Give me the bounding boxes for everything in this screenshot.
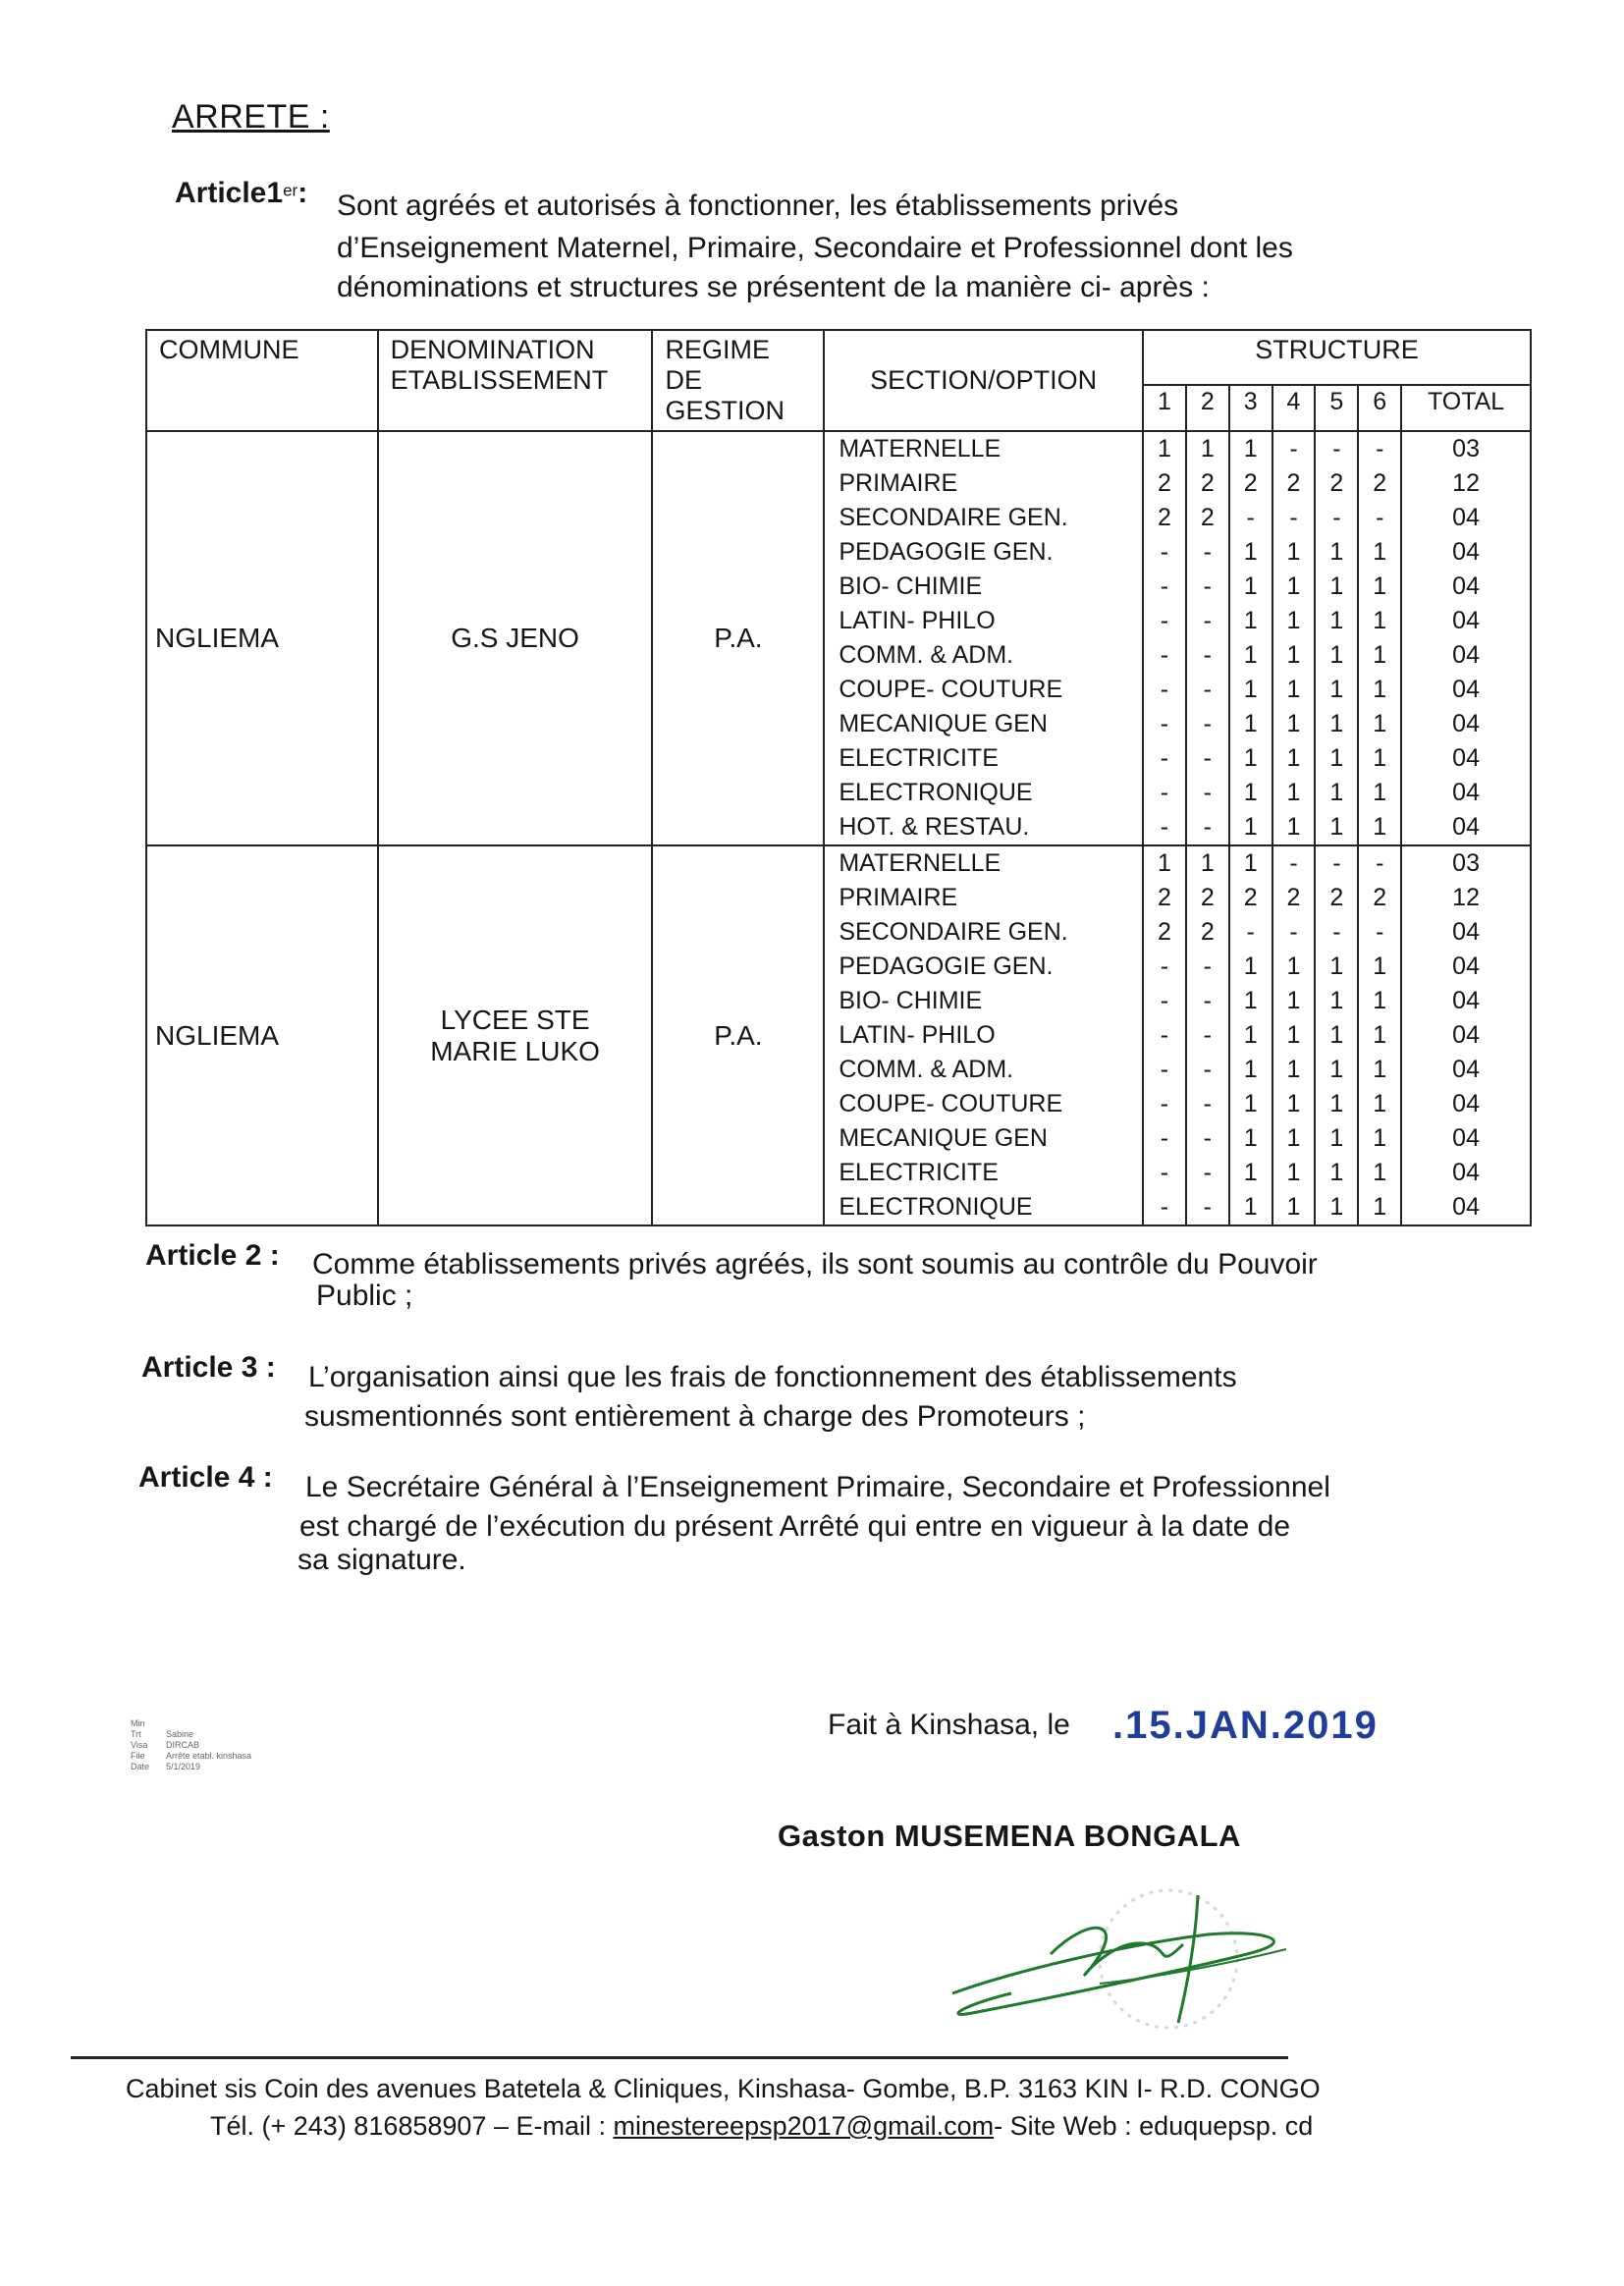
article4-line-1: Le Secrétaire Général à l’Enseignement Primaire, Secondaire et Professionnel: [305, 1471, 1330, 1503]
total-count: 04: [1452, 987, 1480, 1014]
year-count: 1: [1286, 1090, 1301, 1117]
year-count: 2: [1200, 918, 1215, 946]
year-count: 1: [1243, 1056, 1258, 1083]
header-year-3: 3: [1229, 385, 1272, 431]
year-count: 2: [1157, 504, 1171, 531]
total-count: 04: [1452, 1021, 1480, 1049]
section-option: ELECTRICITE: [839, 1159, 999, 1186]
section-option: SECONDAIRE GEN.: [839, 504, 1068, 531]
routing-entry: [131, 1751, 251, 1762]
year-count: 1: [1243, 1193, 1258, 1221]
year-count: 1: [1286, 987, 1301, 1014]
routing-value: Sabine: [166, 1729, 194, 1739]
year-count: -: [1160, 710, 1169, 737]
commune-cell: NGLIEMA: [146, 845, 378, 1225]
section-option: SECONDAIRE GEN.: [839, 918, 1068, 946]
year-count: -: [1203, 1159, 1212, 1186]
section-option: MECANIQUE GEN: [839, 1124, 1048, 1152]
year-count: 2: [1329, 884, 1344, 911]
year-count: 1: [1329, 779, 1344, 806]
section-option: BIO- CHIMIE: [839, 572, 983, 600]
date-stamp: .15.JAN.2019: [1112, 1704, 1379, 1747]
year-count: 1: [1286, 813, 1301, 841]
year-count: -: [1160, 1124, 1169, 1152]
footer-phone: Tél. (+ 243) 816858907 – E-mail :: [210, 2111, 606, 2141]
section-cell: [824, 431, 1143, 845]
year-count: -: [1160, 744, 1169, 772]
year-count: 1: [1243, 435, 1258, 463]
footer-email: minestereepsp2017@gmail.com: [613, 2111, 995, 2141]
year-count: 1: [1286, 1021, 1301, 1049]
year-count: -: [1289, 849, 1298, 877]
etablissement-name-line: G.S JENO: [451, 623, 579, 653]
section-option: PEDAGOGIE GEN.: [839, 538, 1054, 566]
year-count: -: [1203, 676, 1212, 703]
total-count: 04: [1452, 744, 1480, 772]
year-count: -: [1203, 710, 1212, 737]
year-count: 2: [1200, 469, 1215, 497]
section-option: MECANIQUE GEN: [839, 710, 1048, 737]
section-option: ELECTRONIQUE: [839, 779, 1033, 806]
year-count: 1: [1286, 1056, 1301, 1083]
year-count: -: [1160, 1090, 1169, 1117]
total-count: 03: [1452, 849, 1480, 877]
section-option: COUPE- COUTURE: [839, 676, 1063, 703]
year-count: -: [1160, 1159, 1169, 1186]
year-count: 1: [1243, 779, 1258, 806]
header-regime-line1: REGIME DE: [665, 335, 770, 395]
year-count: 1: [1200, 849, 1215, 877]
year-count: 1: [1286, 952, 1301, 980]
year-count: -: [1160, 779, 1169, 806]
total-count: 04: [1452, 538, 1480, 566]
year-count: -: [1332, 849, 1341, 877]
routing-entry: [131, 1740, 251, 1751]
year-count: 1: [1373, 607, 1387, 634]
year-1-cell: [1143, 431, 1186, 845]
year-count: 1: [1329, 952, 1344, 980]
total-count: 04: [1452, 572, 1480, 600]
total-count: 12: [1452, 884, 1480, 911]
year-count: 1: [1286, 641, 1301, 669]
header-year-4: 4: [1272, 385, 1316, 431]
total-count: 04: [1452, 813, 1480, 841]
year-count: 1: [1373, 1159, 1387, 1186]
footer-website: - Site Web : eduquepsp. cd: [994, 2111, 1314, 2141]
signature-icon: [933, 1876, 1316, 2042]
year-count: 2: [1243, 884, 1258, 911]
year-count: 1: [1329, 1090, 1344, 1117]
routing-entry: [131, 1729, 251, 1740]
routing-entry: [131, 1718, 251, 1729]
year-6-cell: [1358, 431, 1401, 845]
table-row: [146, 431, 1531, 845]
year-count: 1: [1243, 952, 1258, 980]
year-count: 1: [1243, 710, 1258, 737]
year-count: 1: [1329, 538, 1344, 566]
year-count: 2: [1157, 884, 1171, 911]
year-count: 1: [1329, 1193, 1344, 1221]
year-count: 1: [1286, 1159, 1301, 1186]
place-date: Fait à Kinshasa, le: [828, 1709, 1070, 1741]
total-cell: [1401, 845, 1531, 1225]
year-count: -: [1203, 987, 1212, 1014]
year-count: -: [1246, 918, 1255, 946]
year-count: -: [1160, 538, 1169, 566]
total-count: 03: [1452, 435, 1480, 463]
year-count: 1: [1286, 710, 1301, 737]
year-count: 1: [1373, 710, 1387, 737]
year-6-cell: [1358, 845, 1401, 1225]
year-count: -: [1289, 504, 1298, 531]
year-2-cell: [1186, 431, 1229, 845]
year-count: 1: [1329, 1021, 1344, 1049]
section-option: BIO- CHIMIE: [839, 987, 983, 1014]
section-option: MATERNELLE: [839, 435, 1001, 463]
article4-line-2: est chargé de l’exécution du présent Arrêté qui entre en vigueur à la date de: [299, 1510, 1290, 1543]
arrete-heading: ARRETE :: [172, 98, 330, 136]
total-count: 04: [1452, 1056, 1480, 1083]
year-count: -: [1160, 1056, 1169, 1083]
total-count: 04: [1452, 676, 1480, 703]
year-count: 1: [1373, 779, 1387, 806]
year-count: -: [1160, 607, 1169, 634]
year-count: 1: [1373, 1090, 1387, 1117]
article3-line-2: susmentionnés sont entièrement à charge des Promoteurs ;: [304, 1400, 1086, 1433]
year-count: -: [1376, 918, 1384, 946]
year-count: 1: [1373, 676, 1387, 703]
total-count: 04: [1452, 779, 1480, 806]
year-count: 1: [1373, 641, 1387, 669]
section-option: COUPE- COUTURE: [839, 1090, 1063, 1117]
year-count: 1: [1373, 572, 1387, 600]
year-count: -: [1160, 641, 1169, 669]
section-option: MATERNELLE: [839, 849, 1001, 877]
total-count: 04: [1452, 1124, 1480, 1152]
year-count: 1: [1329, 1124, 1344, 1152]
year-count: -: [1203, 572, 1212, 600]
year-count: -: [1376, 849, 1384, 877]
year-count: 1: [1329, 641, 1344, 669]
footer-rule: [71, 2056, 1288, 2059]
year-count: 1: [1373, 1124, 1387, 1152]
article4-line-3: sa signature.: [298, 1544, 466, 1576]
year-count: 1: [1243, 849, 1258, 877]
year-count: 1: [1329, 1159, 1344, 1186]
year-count: 2: [1243, 469, 1258, 497]
header-denomination-line2: ETABLISSEMENT: [390, 365, 609, 395]
year-count: 1: [1329, 1056, 1344, 1083]
year-count: 2: [1373, 469, 1387, 497]
table-row: [146, 845, 1531, 1225]
year-count: -: [1376, 504, 1384, 531]
year-count: 2: [1200, 884, 1215, 911]
section-option: LATIN- PHILO: [839, 1021, 996, 1049]
section-option: ELECTRONIQUE: [839, 1193, 1033, 1221]
etablissement-cell: [378, 845, 653, 1225]
year-count: -: [1289, 435, 1298, 463]
year-count: -: [1203, 779, 1212, 806]
year-count: 1: [1286, 572, 1301, 600]
year-count: 1: [1329, 744, 1344, 772]
total-cell: [1401, 431, 1531, 845]
section-option: PEDAGOGIE GEN.: [839, 952, 1054, 980]
total-count: 04: [1452, 1193, 1480, 1221]
year-count: 1: [1243, 744, 1258, 772]
year-count: 1: [1329, 987, 1344, 1014]
year-count: 2: [1373, 884, 1387, 911]
table-header-row: [146, 330, 1531, 385]
year-3-cell: [1229, 431, 1272, 845]
total-count: 04: [1452, 1159, 1480, 1186]
article1-sup: er: [283, 181, 298, 200]
regime-cell: P.A.: [652, 431, 824, 845]
total-count: 04: [1452, 918, 1480, 946]
table-body: [146, 431, 1531, 1225]
year-count: 1: [1243, 1159, 1258, 1186]
year-count: 1: [1286, 1193, 1301, 1221]
total-count: 04: [1452, 641, 1480, 669]
year-count: 1: [1243, 641, 1258, 669]
year-count: 1: [1243, 538, 1258, 566]
routing-entry: [131, 1762, 251, 1772]
year-count: -: [1289, 918, 1298, 946]
article4-label: Article 4 :: [138, 1461, 273, 1494]
article2-label: Article 2 :: [145, 1239, 280, 1272]
article3-line-1: L’organisation ainsi que les frais de fonctionnement des établissements: [308, 1361, 1237, 1393]
year-count: 1: [1157, 435, 1171, 463]
year-count: -: [1203, 1124, 1212, 1152]
article1-label: Article1er:: [175, 177, 308, 209]
year-count: -: [1332, 918, 1341, 946]
year-count: 1: [1286, 744, 1301, 772]
year-count: -: [1332, 435, 1341, 463]
article1-label-text: Article1: [175, 177, 284, 209]
year-count: -: [1160, 676, 1169, 703]
year-count: 2: [1286, 469, 1301, 497]
year-count: -: [1332, 504, 1341, 531]
year-count: -: [1203, 538, 1212, 566]
section-option: HOT. & RESTAU.: [839, 813, 1030, 841]
year-count: 1: [1329, 813, 1344, 841]
year-count: -: [1160, 572, 1169, 600]
routing-label: Visa: [131, 1740, 148, 1750]
article2-line-1: Comme établissements privés agréés, ils sont soumis au contrôle du Pouvoir: [312, 1248, 1318, 1280]
year-count: -: [1160, 952, 1169, 980]
commune-cell: NGLIEMA: [146, 431, 378, 845]
header-structure: STRUCTURE: [1143, 330, 1531, 385]
year-count: 1: [1286, 538, 1301, 566]
year-count: -: [1203, 813, 1212, 841]
year-count: 2: [1286, 884, 1301, 911]
year-count: -: [1203, 1090, 1212, 1117]
routing-label: Date: [131, 1762, 150, 1771]
year-count: -: [1203, 641, 1212, 669]
signatory-name: Gaston MUSEMENA BONGALA: [778, 1819, 1241, 1853]
year-count: -: [1203, 744, 1212, 772]
footer-address: Cabinet sis Coin des avenues Batetela & Cliniques, Kinshasa- Gombe, B.P. 3163 KIN I- R.D. CONGO: [126, 2074, 1321, 2103]
article1-line-2: d’Enseignement Maternel, Primaire, Secondaire et Professionnel dont les: [337, 232, 1293, 264]
header-year-5: 5: [1315, 385, 1358, 431]
year-5-cell: [1315, 431, 1358, 845]
etablissement-name-line: MARIE LUKO: [430, 1035, 600, 1066]
year-count: -: [1203, 607, 1212, 634]
year-count: 1: [1329, 572, 1344, 600]
year-1-cell: [1143, 845, 1186, 1225]
year-count: -: [1203, 1056, 1212, 1083]
year-count: 1: [1329, 607, 1344, 634]
year-count: 1: [1200, 435, 1215, 463]
year-count: -: [1246, 504, 1255, 531]
header-commune: COMMUNE: [146, 330, 378, 431]
year-count: 1: [1157, 849, 1171, 877]
year-count: -: [1376, 435, 1384, 463]
etablissement-cell: [378, 431, 653, 845]
routing-block: [131, 1718, 251, 1772]
header-year-2: 2: [1186, 385, 1229, 431]
year-count: 1: [1243, 1090, 1258, 1117]
routing-label: File: [131, 1751, 145, 1761]
routing-value: 5/1/2019: [166, 1762, 201, 1771]
section-option: PRIMAIRE: [839, 884, 958, 911]
header-section: SECTION/OPTION: [824, 330, 1143, 431]
header-total: TOTAL: [1401, 385, 1531, 431]
header-year-6: 6: [1358, 385, 1401, 431]
year-count: 1: [1329, 676, 1344, 703]
section-option: COMM. & ADM.: [839, 1056, 1014, 1083]
total-count: 04: [1452, 952, 1480, 980]
year-count: 1: [1373, 1021, 1387, 1049]
routing-label: Trt: [131, 1729, 141, 1739]
year-count: 2: [1157, 469, 1171, 497]
year-count: 1: [1243, 987, 1258, 1014]
year-count: 1: [1373, 952, 1387, 980]
section-cell: [824, 845, 1143, 1225]
year-2-cell: [1186, 845, 1229, 1225]
total-count: 12: [1452, 469, 1480, 497]
year-count: -: [1160, 987, 1169, 1014]
year-count: 1: [1373, 538, 1387, 566]
article3-label: Article 3 :: [141, 1351, 276, 1384]
total-count: 04: [1452, 1090, 1480, 1117]
year-count: 1: [1373, 744, 1387, 772]
article1-line-1: Sont agréés et autorisés à fonctionner, les établissements privés: [337, 190, 1179, 222]
year-3-cell: [1229, 845, 1272, 1225]
year-count: 1: [1329, 710, 1344, 737]
year-count: 1: [1373, 1193, 1387, 1221]
routing-label: Min: [131, 1718, 145, 1728]
year-count: -: [1160, 813, 1169, 841]
section-option: ELECTRICITE: [839, 744, 999, 772]
header-year-1: 1: [1143, 385, 1186, 431]
year-count: -: [1160, 1021, 1169, 1049]
article2-line-2: Public ;: [316, 1279, 413, 1312]
year-count: 1: [1286, 676, 1301, 703]
year-count: -: [1203, 1193, 1212, 1221]
year-count: 1: [1373, 1056, 1387, 1083]
year-count: 1: [1243, 1124, 1258, 1152]
routing-value: Arrête etabl. kinshasa: [166, 1751, 252, 1761]
year-count: 1: [1373, 813, 1387, 841]
header-denomination-line1: DENOMINATION: [390, 335, 595, 364]
year-count: 1: [1243, 1021, 1258, 1049]
year-count: 1: [1286, 607, 1301, 634]
total-count: 04: [1452, 504, 1480, 531]
footer-contact: [210, 2109, 1313, 2143]
total-count: 04: [1452, 710, 1480, 737]
header-regime-line2: GESTION: [665, 396, 785, 425]
header-denomination: [378, 330, 653, 431]
year-count: -: [1160, 1193, 1169, 1221]
article1-line-3: dénominations et structures se présentent de la manière ci- après :: [337, 271, 1210, 303]
structure-table: [145, 329, 1532, 1226]
year-count: 1: [1286, 1124, 1301, 1152]
total-count: 04: [1452, 607, 1480, 634]
year-count: 1: [1243, 813, 1258, 841]
year-count: 2: [1329, 469, 1344, 497]
year-count: 1: [1243, 572, 1258, 600]
year-4-cell: [1272, 431, 1316, 845]
section-option: PRIMAIRE: [839, 469, 958, 497]
regime-cell: P.A.: [652, 845, 824, 1225]
section-option: LATIN- PHILO: [839, 607, 996, 634]
year-count: -: [1203, 1021, 1212, 1049]
year-count: 1: [1243, 676, 1258, 703]
year-4-cell: [1272, 845, 1316, 1225]
year-count: 1: [1373, 987, 1387, 1014]
routing-value: DIRCAB: [166, 1740, 200, 1750]
year-5-cell: [1315, 845, 1358, 1225]
year-count: -: [1203, 952, 1212, 980]
header-regime: [652, 330, 824, 431]
year-count: 2: [1157, 918, 1171, 946]
etablissement-name-line: LYCEE STE: [440, 1004, 590, 1035]
section-option: COMM. & ADM.: [839, 641, 1014, 669]
year-count: 1: [1243, 607, 1258, 634]
year-count: 2: [1200, 504, 1215, 531]
year-count: 1: [1286, 779, 1301, 806]
